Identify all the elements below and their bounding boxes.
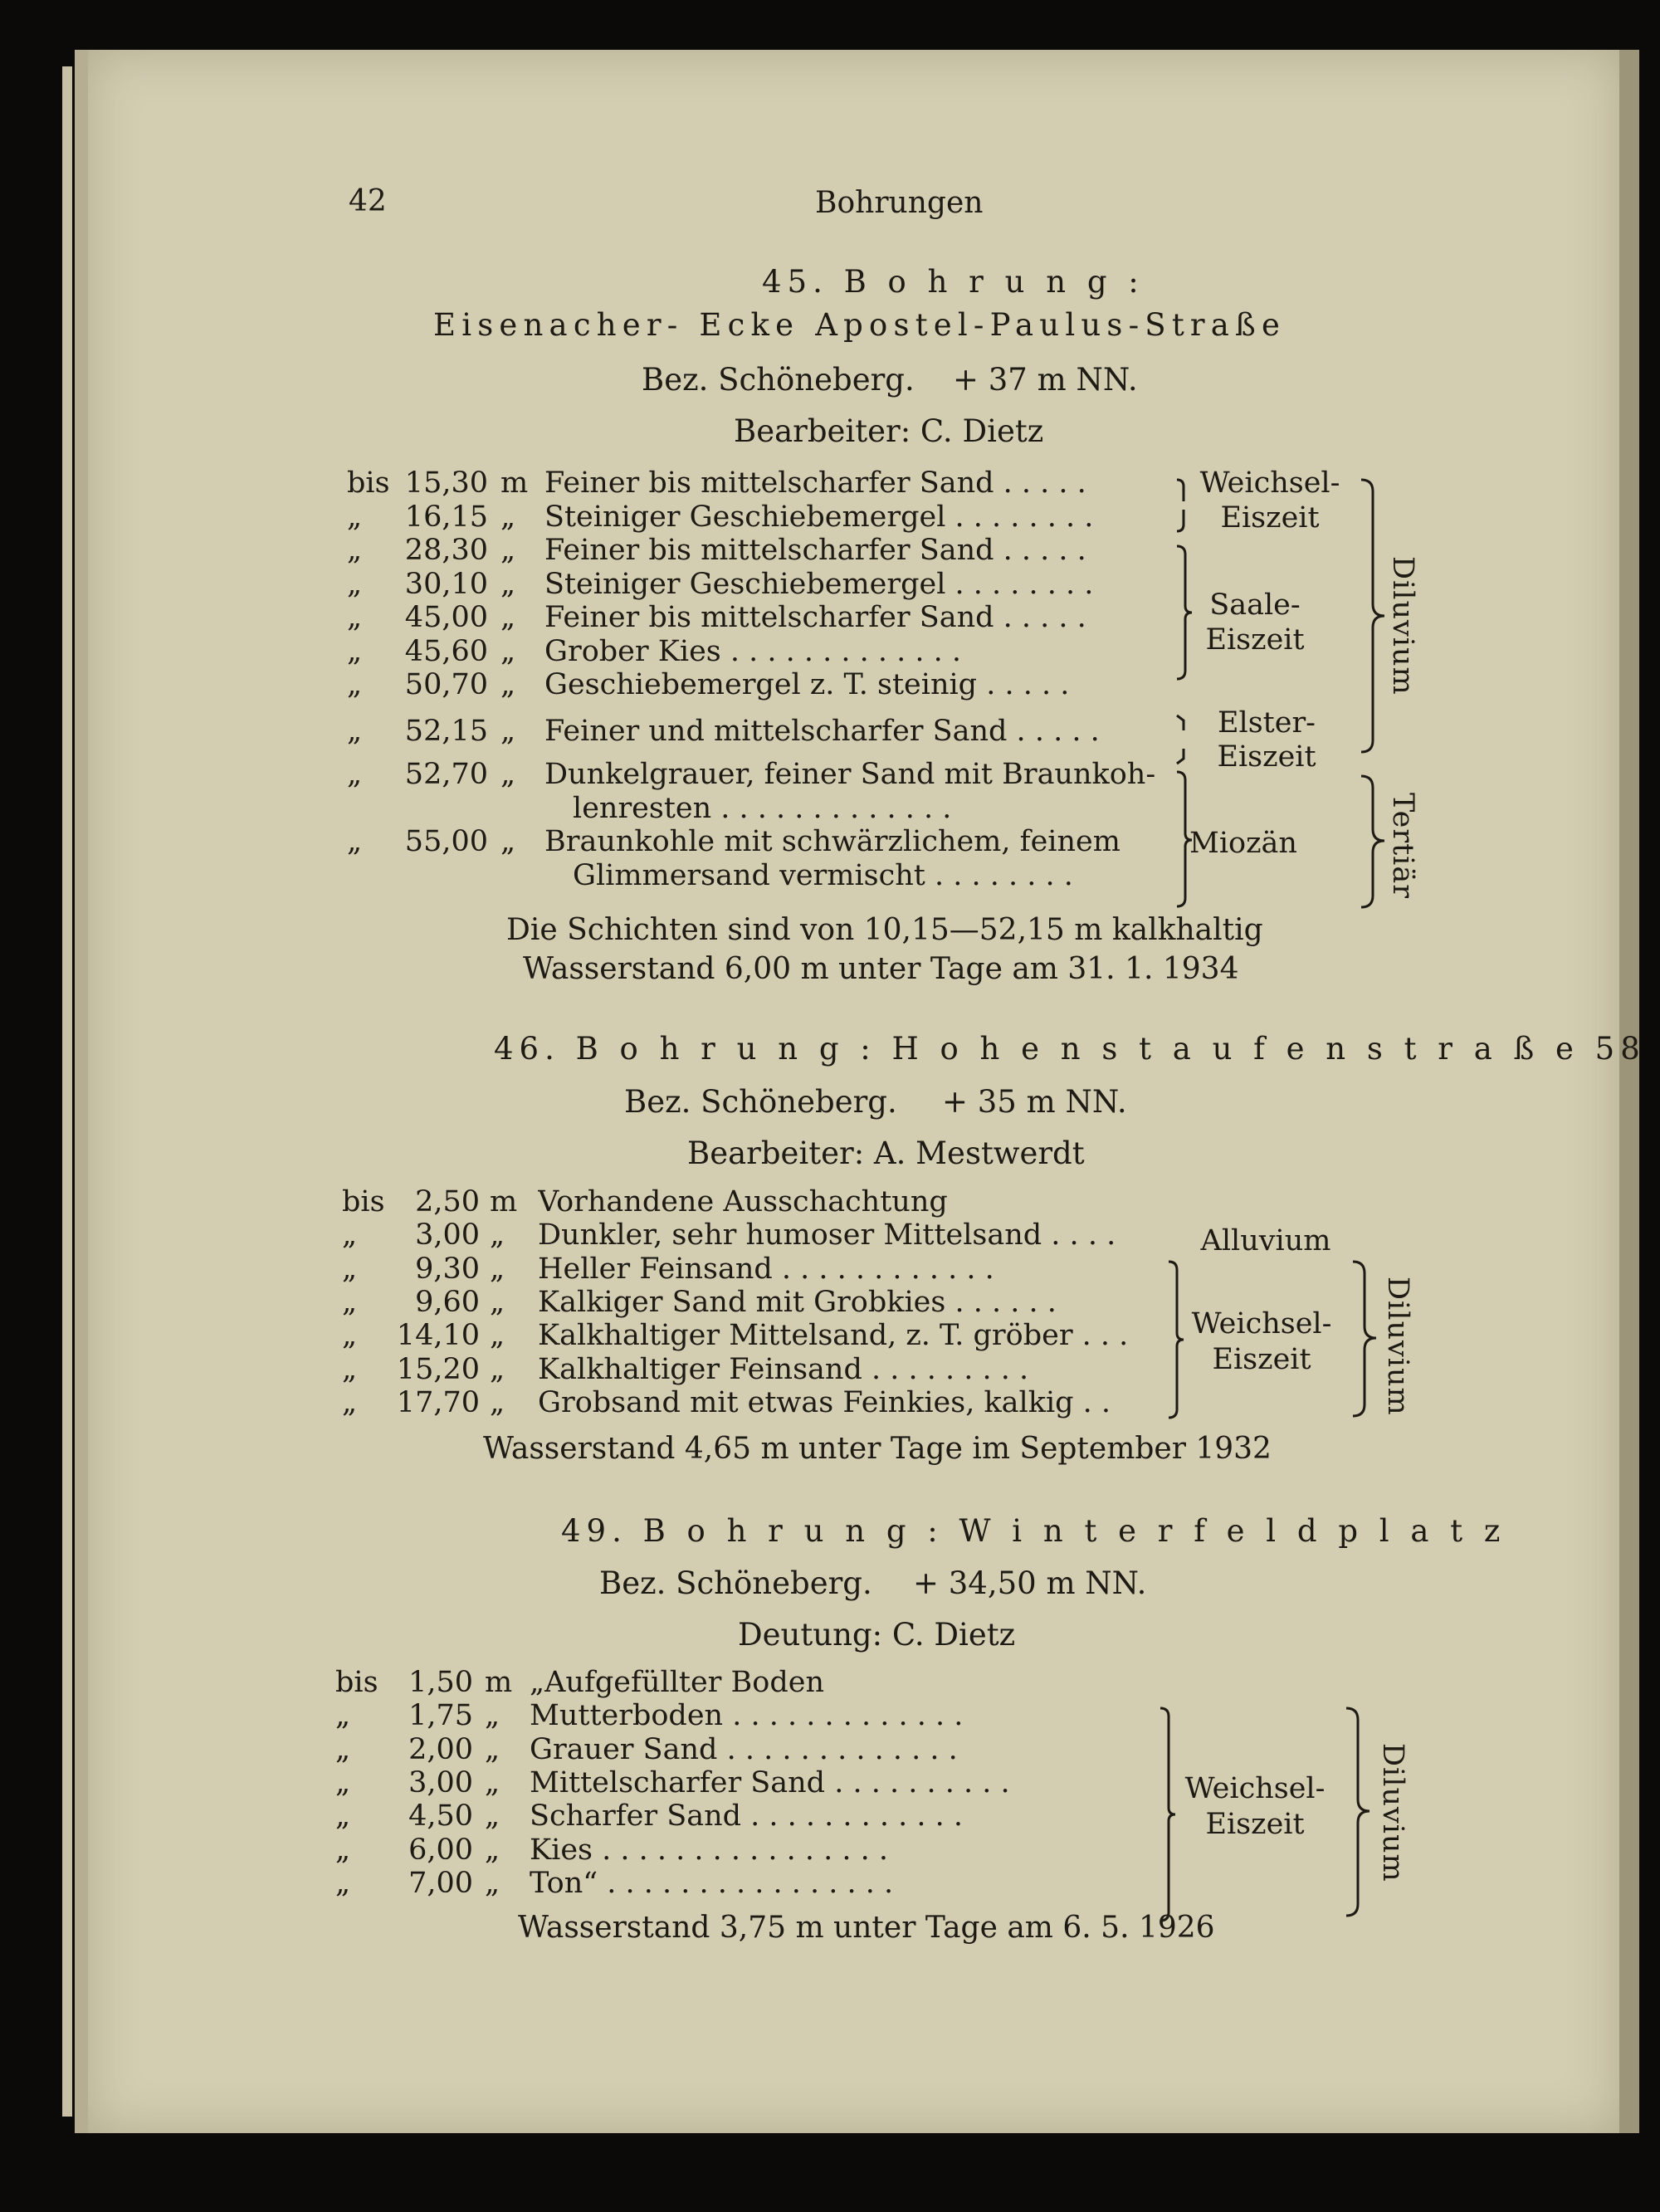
row-prefix: „	[342, 1385, 358, 1419]
page-number: 42	[349, 184, 387, 218]
row-prefix: „	[335, 1699, 351, 1733]
row-depth: 52,15	[404, 714, 488, 748]
label-eiszeit: Eiszeit	[1220, 501, 1320, 535]
row-depth: 28,30	[404, 534, 488, 567]
row-depth: 16,15	[404, 500, 488, 534]
row-depth: 15,20	[396, 1352, 480, 1386]
row-prefix: „	[347, 668, 363, 701]
row-description: Feiner bis mittelscharfer Sand . . . . .	[544, 466, 1086, 500]
label-eiszeit: Eiszeit	[1212, 1343, 1311, 1376]
row-unit: „	[500, 758, 516, 791]
row-prefix: bis	[335, 1666, 378, 1699]
label-diluvium: Diluvium	[1381, 1277, 1414, 1416]
label-weichsel: Weichsel-	[1199, 466, 1340, 500]
row-depth: 52,70	[404, 758, 488, 791]
brace-diluvium	[1346, 1708, 1370, 1916]
row-description: Dunkelgrauer, feiner Sand mit Braunkoh-	[544, 758, 1156, 791]
row-depth: 45,60	[404, 634, 488, 668]
brace-weichsel	[1160, 1708, 1175, 1921]
bohrung-46-district: Bez. Schöneberg.	[624, 1084, 897, 1120]
row-depth: 2,50	[415, 1185, 480, 1218]
bohrung-46-worker: Bearbeiter: A. Mestwerdt	[687, 1135, 1085, 1171]
row-description: Kies . . . . . . . . . . . . . . . .	[530, 1833, 889, 1867]
row-prefix: „	[342, 1285, 358, 1319]
row-unit: „	[490, 1352, 505, 1386]
row-prefix: „	[342, 1319, 358, 1353]
row-description-cont: lenresten . . . . . . . . . . . . .	[573, 791, 952, 825]
row-prefix: „	[347, 601, 363, 634]
label-elster: Elster-	[1217, 706, 1316, 740]
row-depth: 55,00	[404, 825, 488, 858]
row-description: Mittelscharfer Sand . . . . . . . . . .	[530, 1765, 1010, 1799]
row-prefix: „	[347, 500, 363, 534]
row-description: Kalkhaltiger Mittelsand, z. T. gröber . . .	[538, 1319, 1129, 1353]
row-unit: „	[500, 567, 516, 601]
row-description: Grober Kies . . . . . . . . . . . . .	[544, 634, 962, 668]
bohrung-49-title: 49. B o h r u n g : W i n t e r f e l d p l a t z	[561, 1513, 1506, 1549]
row-unit: „	[485, 1699, 500, 1733]
row-description: Feiner bis mittelscharfer Sand . . . . .	[544, 601, 1086, 634]
row-unit: „	[485, 1866, 500, 1900]
row-depth: 2,00	[408, 1732, 473, 1766]
row-depth: 6,00	[408, 1833, 473, 1867]
running-head: Bohrungen	[815, 186, 984, 220]
row-description: Kalkiger Sand mit Grobkies . . . . . .	[538, 1285, 1057, 1319]
row-description: Braunkohle mit schwärzlichem, feinem	[544, 825, 1120, 858]
row-unit: „	[500, 714, 516, 748]
row-prefix: „	[335, 1833, 351, 1867]
row-depth: 15,30	[404, 466, 488, 500]
row-depth: 30,10	[404, 567, 488, 601]
row-depth: 7,00	[408, 1866, 473, 1900]
row-unit: „	[485, 1765, 500, 1799]
row-depth: 9,60	[415, 1285, 480, 1319]
row-prefix: „	[347, 567, 363, 601]
row-depth: 3,00	[415, 1218, 480, 1252]
row-unit: „	[490, 1319, 505, 1353]
row-description: „Aufgefüllter Boden	[530, 1666, 824, 1699]
row-unit: „	[500, 534, 516, 567]
row-depth: 9,30	[415, 1252, 480, 1286]
bohrung-45-elevation: + 37 m NN.	[953, 362, 1138, 398]
label-eiszeit: Eiszeit	[1205, 623, 1305, 657]
row-unit: „	[490, 1252, 505, 1286]
row-depth: 50,70	[404, 668, 488, 701]
label-diluvium: Diluvium	[1376, 1743, 1409, 1882]
row-depth: 17,70	[396, 1385, 480, 1419]
row-depth: 1,75	[408, 1699, 473, 1733]
row-prefix: „	[335, 1799, 351, 1834]
bohrung-45-note-wasserstand: Wasserstand 6,00 m unter Tage am 31. 1. 1934	[523, 952, 1239, 986]
bohrung-45-title: 45. B o h r u n g :	[762, 264, 1145, 300]
label-diluvium: Diluvium	[1386, 556, 1419, 696]
row-unit: m	[485, 1666, 513, 1699]
row-unit: „	[500, 825, 516, 858]
bohrung-45-district: Bez. Schöneberg.	[642, 362, 915, 398]
row-prefix: „	[335, 1732, 351, 1766]
row-unit: „	[485, 1732, 500, 1766]
bohrung-49-district: Bez. Schöneberg.	[599, 1565, 872, 1601]
row-description: Grauer Sand . . . . . . . . . . . . .	[530, 1732, 958, 1766]
bohrung-45-worker: Bearbeiter: C. Dietz	[734, 413, 1044, 449]
row-prefix: „	[342, 1218, 358, 1252]
row-unit: „	[500, 500, 516, 534]
row-description: Heller Feinsand . . . . . . . . . . . .	[538, 1252, 994, 1286]
bohrung-45-street: Eisenacher- Ecke Apostel-Paulus-Straße	[433, 307, 1286, 343]
label-tertiaer: Tertiär	[1386, 793, 1419, 899]
bohrung-49-worker: Deutung: C. Dietz	[738, 1617, 1016, 1653]
row-prefix: bis	[342, 1185, 385, 1218]
row-unit: „	[485, 1799, 500, 1834]
label-eiszeit: Eiszeit	[1205, 1808, 1305, 1841]
row-depth: 14,10	[396, 1319, 480, 1353]
row-unit: m	[500, 466, 529, 500]
row-unit: „	[490, 1218, 505, 1252]
row-depth: 4,50	[408, 1799, 473, 1834]
row-description: Feiner und mittelscharfer Sand . . . . .	[544, 714, 1100, 748]
row-prefix: „	[342, 1252, 358, 1286]
row-prefix: „	[335, 1866, 351, 1900]
row-unit: m	[490, 1185, 518, 1218]
row-depth: 3,00	[408, 1765, 473, 1799]
row-description: Feiner bis mittelscharfer Sand . . . . .	[544, 534, 1086, 567]
row-description: Geschiebemergel z. T. steinig . . . . .	[544, 668, 1070, 701]
row-unit: „	[500, 601, 516, 634]
bohrung-45-note-kalk: Die Schichten sind von 10,15—52,15 m kalkhaltig	[506, 913, 1263, 947]
row-prefix: bis	[347, 466, 390, 500]
label-eiszeit: Eiszeit	[1217, 740, 1316, 774]
bohrung-46-note-wasserstand: Wasserstand 4,65 m unter Tage im September 1932	[483, 1432, 1272, 1466]
row-prefix: „	[347, 714, 363, 748]
label-weichsel: Weichsel-	[1184, 1772, 1326, 1805]
row-unit: „	[500, 668, 516, 701]
row-prefix: „	[347, 825, 363, 858]
row-description: Scharfer Sand . . . . . . . . . . . .	[530, 1799, 964, 1834]
row-prefix: „	[335, 1765, 351, 1799]
bohrung-49-note-wasserstand: Wasserstand 3,75 m unter Tage am 6. 5. 1926	[518, 1911, 1215, 1945]
row-unit: „	[500, 634, 516, 668]
row-description: Vorhandene Ausschachtung	[538, 1185, 948, 1218]
row-description: Dunkler, sehr humoser Mittelsand . . . .	[538, 1218, 1116, 1252]
row-description-cont: Glimmersand vermischt . . . . . . . .	[573, 858, 1073, 892]
row-description: Ton“ . . . . . . . . . . . . . . . .	[530, 1866, 894, 1900]
row-description: Steiniger Geschiebemergel . . . . . . . .	[544, 567, 1094, 601]
label-weichsel: Weichsel-	[1191, 1307, 1332, 1340]
bohrung-46-title: 46. B o h r u n g : H o h e n s t a u f e n s t r a ß e 58	[494, 1031, 1646, 1067]
row-description: Kalkhaltiger Feinsand . . . . . . . . .	[538, 1352, 1029, 1386]
row-depth: 45,00	[404, 601, 488, 634]
row-unit: „	[490, 1285, 505, 1319]
label-miozaen: Miozän	[1189, 827, 1297, 860]
label-saale: Saale-	[1209, 588, 1301, 622]
row-unit: „	[490, 1385, 505, 1419]
row-description: Steiniger Geschiebemergel . . . . . . . .	[544, 500, 1094, 534]
row-description: Mutterboden . . . . . . . . . . . . .	[530, 1699, 964, 1733]
label-alluvium: Alluvium	[1200, 1224, 1331, 1257]
row-prefix: „	[347, 534, 363, 567]
row-prefix: „	[342, 1352, 358, 1386]
row-unit: „	[485, 1833, 500, 1867]
row-description: Grobsand mit etwas Feinkies, kalkig . .	[538, 1385, 1111, 1419]
bohrung-46-elevation: + 35 m NN.	[942, 1084, 1127, 1120]
row-prefix: „	[347, 634, 363, 668]
bohrung-49-elevation: + 34,50 m NN.	[913, 1565, 1147, 1601]
row-prefix: „	[347, 758, 363, 791]
row-depth: 1,50	[408, 1666, 473, 1699]
